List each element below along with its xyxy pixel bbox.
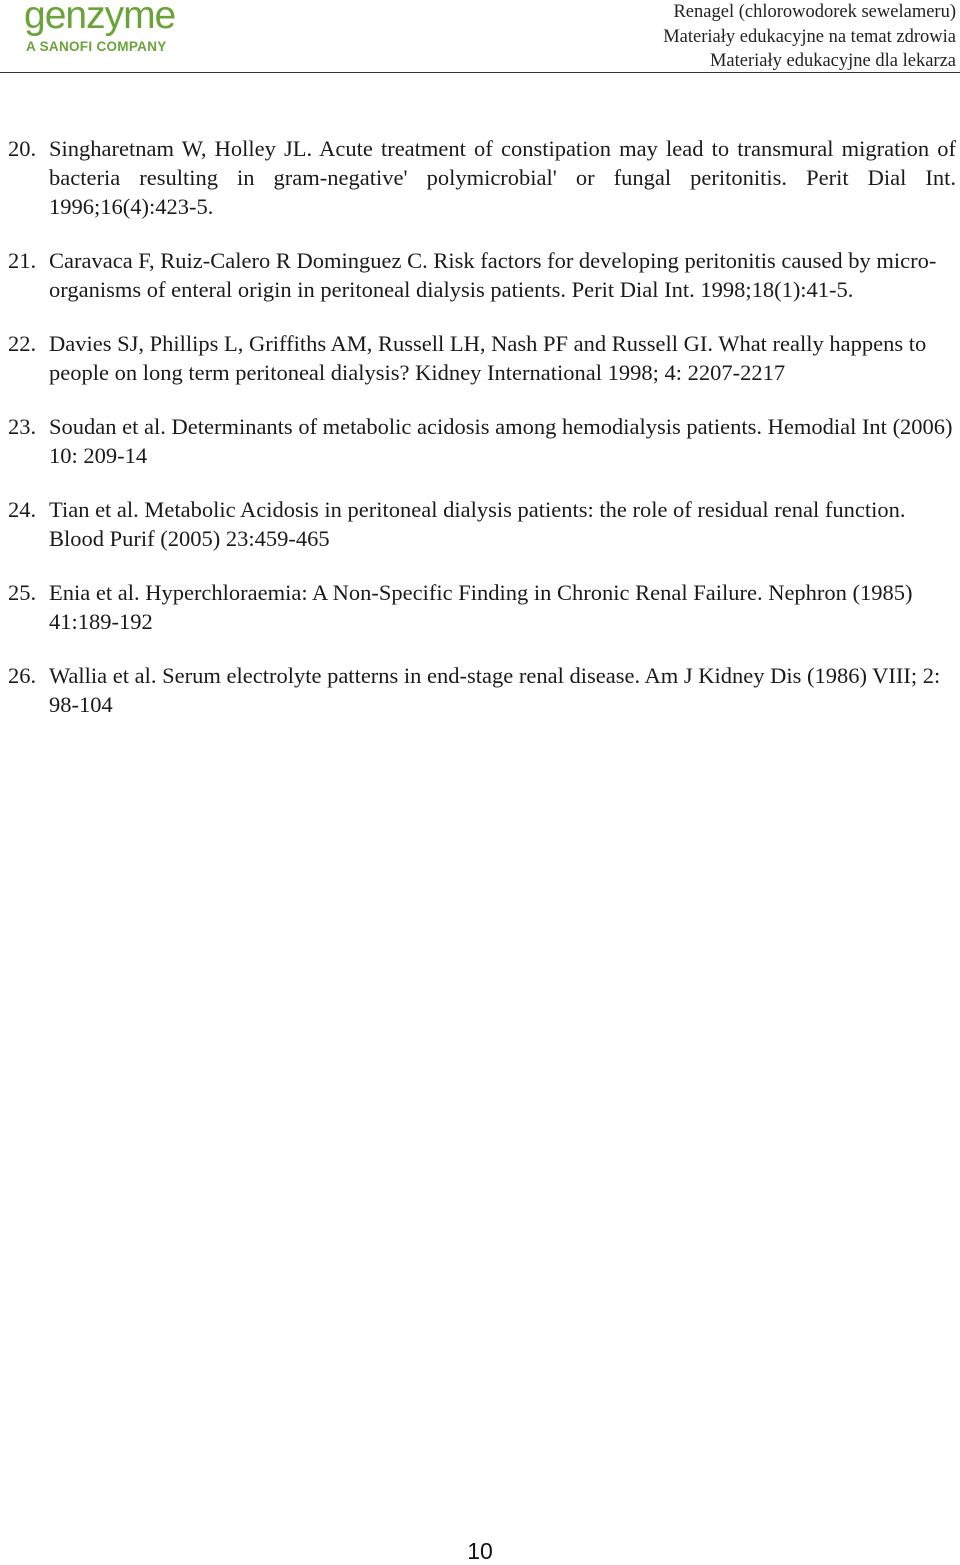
- page-number: 10: [467, 1538, 493, 1564]
- reference-text: Caravaca F, Ruiz-Calero R Dominguez C. Risk factors for developing peritonitis caused by micro-organisms of enteral origin in peritoneal dialysis patients. Perit Dial Int. 1998;18(1):41-5.: [49, 248, 937, 302]
- header-material-line: Materiały edukacyjne na temat zdrowia: [663, 26, 956, 47]
- reference-item-22: [8, 329, 956, 387]
- reference-item-23: [8, 412, 956, 470]
- reference-item-26: [8, 661, 956, 719]
- reference-number: 25.: [8, 580, 37, 605]
- reference-list: [8, 134, 956, 744]
- reference-item-20: [8, 134, 956, 221]
- genzyme-logo: [24, 2, 194, 62]
- reference-text: Singharetnam W, Holley JL. Acute treatment of constipation may lead to transmural migration of bacteria resulting in gram-negative' polymicrobial' or fungal peritonitis. Perit Dial Int. 1996;16(4):423-5.: [49, 136, 956, 219]
- reference-item-24: [8, 495, 956, 553]
- reference-item-25: [8, 578, 956, 636]
- reference-text: Wallia et al. Serum electrolyte patterns in end-stage renal disease. Am J Kidney Dis (1986) VIII; 2: 98-104: [49, 663, 941, 717]
- reference-number: 22.: [8, 331, 37, 356]
- header-product-line: Renagel (chlorowodorek sewelameru): [673, 2, 956, 22]
- header-audience-line: Materiały edukacyjne dla lekarza: [709, 51, 956, 71]
- logo-tagline: A SANOFI COMPANY: [26, 39, 167, 54]
- reference-text: Davies SJ, Phillips L, Griffiths AM, Russell LH, Nash PF and Russell GI. What really happens to people on long term peritoneal dialysis? Kidney International 1998; 4: 2207-2217: [49, 331, 927, 385]
- reference-text: Tian et al. Metabolic Acidosis in peritoneal dialysis patients: the role of residual renal function. Blood Purif (2005) 23:459-465: [49, 497, 906, 551]
- reference-text: Enia et al. Hyperchloraemia: A Non-Specific Finding in Chronic Renal Failure. Nephron (1985) 41:189-192: [49, 580, 913, 634]
- reference-number: 21.: [8, 248, 37, 273]
- logo-wordmark: genzyme: [24, 0, 176, 37]
- page-header: [0, 0, 960, 73]
- reference-number: 20.: [8, 136, 37, 161]
- reference-number: 26.: [8, 663, 37, 688]
- reference-number: 23.: [8, 414, 37, 439]
- header-info: [663, 0, 956, 74]
- reference-item-21: [8, 246, 956, 304]
- reference-number: 24.: [8, 497, 37, 522]
- reference-text: Soudan et al. Determinants of metabolic acidosis among hemodialysis patients. Hemodial Int (2006) 10: 209-14: [49, 414, 953, 468]
